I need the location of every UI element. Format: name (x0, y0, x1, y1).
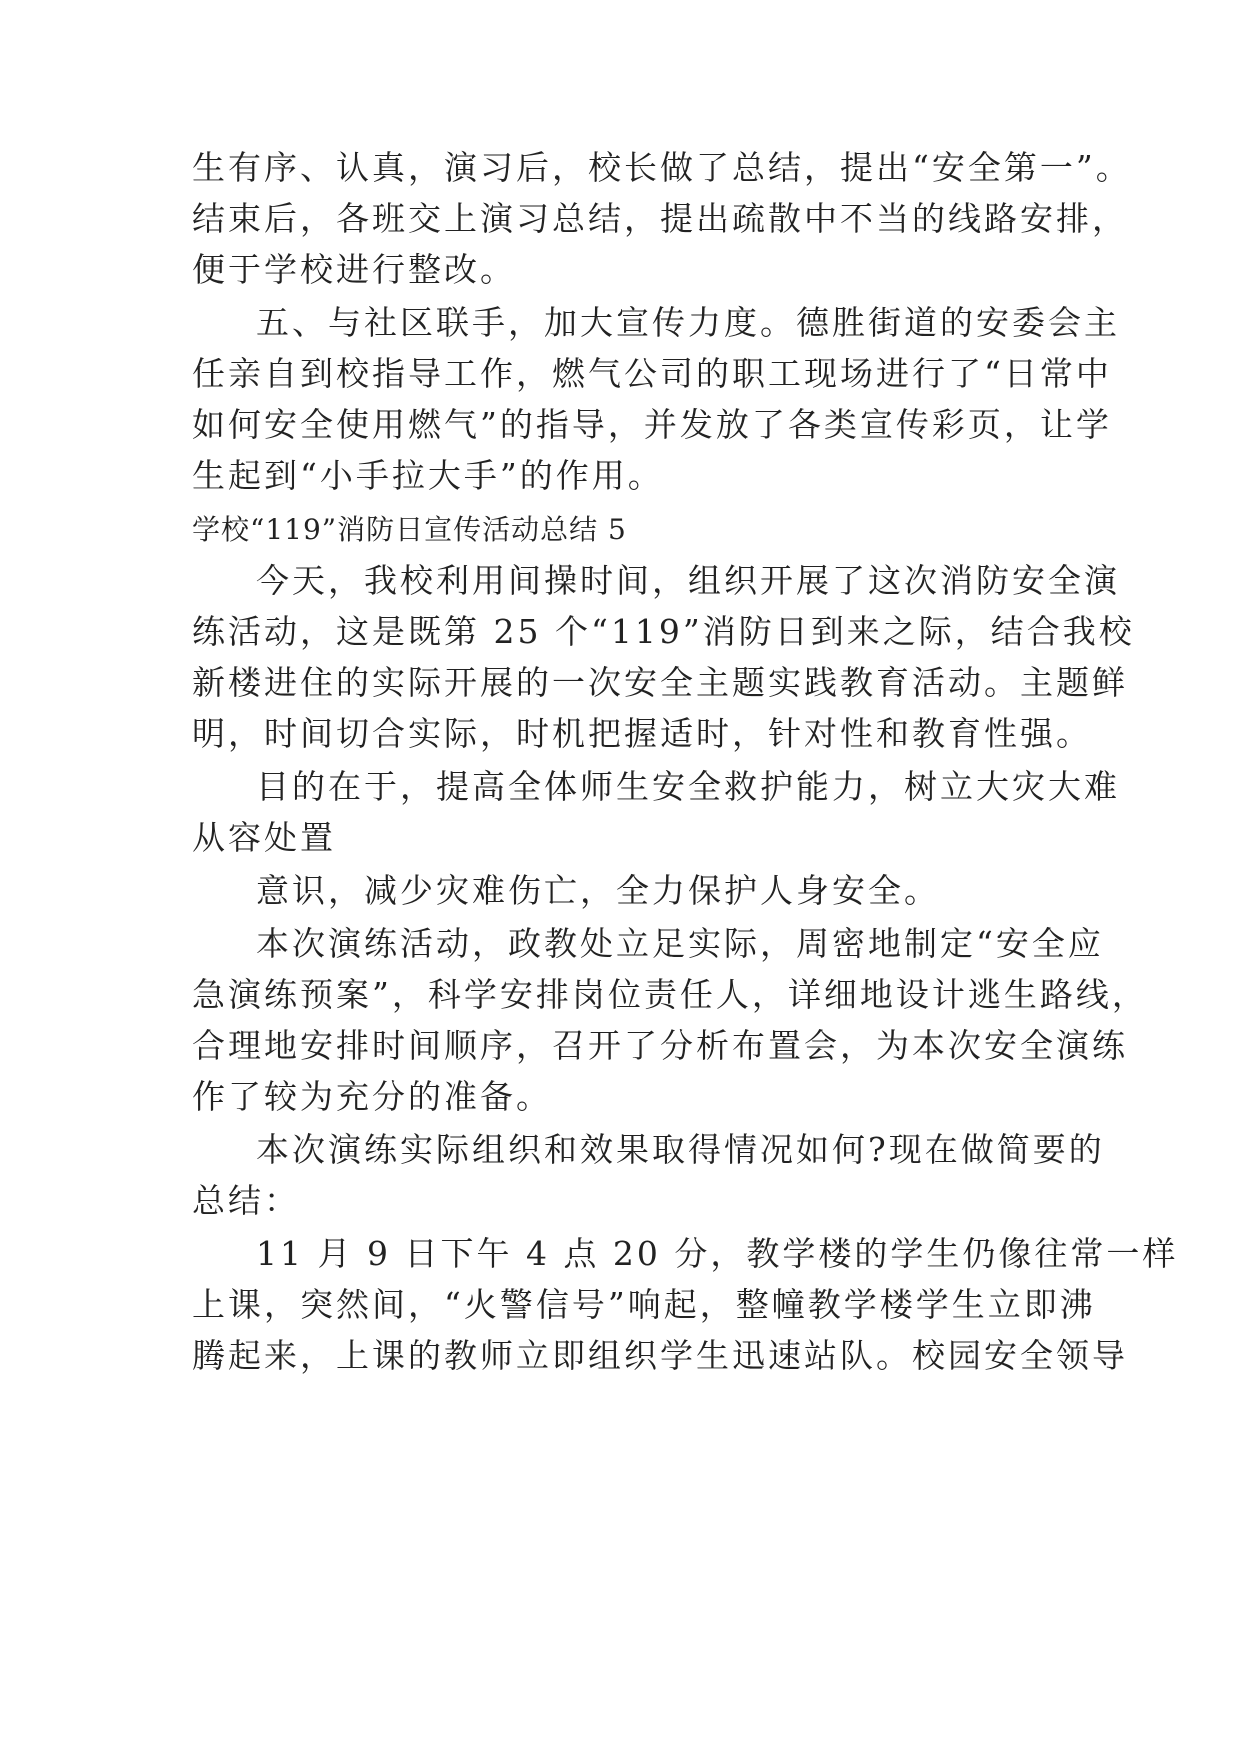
text-line: 腾起来，上课的教师立即组织学生迅速站队。校园安全领导 (192, 1336, 1128, 1375)
text-line: 如何安全使用燃气”的指导，并发放了各类宣传彩页，让学 (192, 405, 1112, 444)
text-line: 生起到“小手拉大手”的作用。 (192, 456, 664, 495)
text-line: 上课，突然间，“火警信号”响起，整幢教学楼学生立即沸 (192, 1285, 1096, 1324)
text-line: 生有序、认真，演习后，校长做了总结，提出“安全第一”。 (192, 148, 1132, 187)
text-line: 明，时间切合实际，时机把握适时，针对性和教育性强。 (192, 714, 1092, 753)
text-line: 便于学校进行整改。 (192, 250, 516, 289)
text-line: 总结： (192, 1181, 300, 1220)
text-line: 任亲自到校指导工作，燃气公司的职工现场进行了“日常中 (192, 354, 1112, 393)
text-line: 今天，我校利用间操时间，组织开展了这次消防安全演 (256, 561, 1120, 600)
text-line: 从容处置 (192, 818, 336, 857)
text-line: 作了较为充分的准备。 (192, 1077, 552, 1116)
text-line: 结束后，各班交上演习总结，提出疏散中不当的线路安排， (192, 199, 1128, 238)
text-line: 11 月 9 日下午 4 点 20 分，教学楼的学生仍像往常一样 (256, 1234, 1179, 1273)
text-line: 急演练预案”，科学安排岗位责任人，详细地设计逃生路线， (192, 975, 1148, 1014)
text-line: 合理地安排时间顺序，召开了分析布置会，为本次安全演练 (192, 1026, 1128, 1065)
text-line: 五、与社区联手，加大宣传力度。德胜街道的安委会主 (256, 303, 1120, 342)
section-heading: 学校“119”消防日宣传活动总结 5 (192, 513, 627, 546)
text-line: 意识，减少灾难伤亡，全力保护人身安全。 (256, 871, 940, 910)
text-line: 新楼进住的实际开展的一次安全主题实践教育活动。主题鲜 (192, 663, 1128, 702)
text-line: 目的在于，提高全体师生安全救护能力，树立大灾大难 (256, 767, 1120, 806)
text-line: 练活动，这是既第 25 个“119”消防日到来之际，结合我校 (192, 612, 1135, 651)
text-line: 本次演练活动，政教处立足实际，周密地制定“安全应 (256, 924, 1104, 963)
text-line: 本次演练实际组织和效果取得情况如何?现在做简要的 (256, 1130, 1105, 1169)
